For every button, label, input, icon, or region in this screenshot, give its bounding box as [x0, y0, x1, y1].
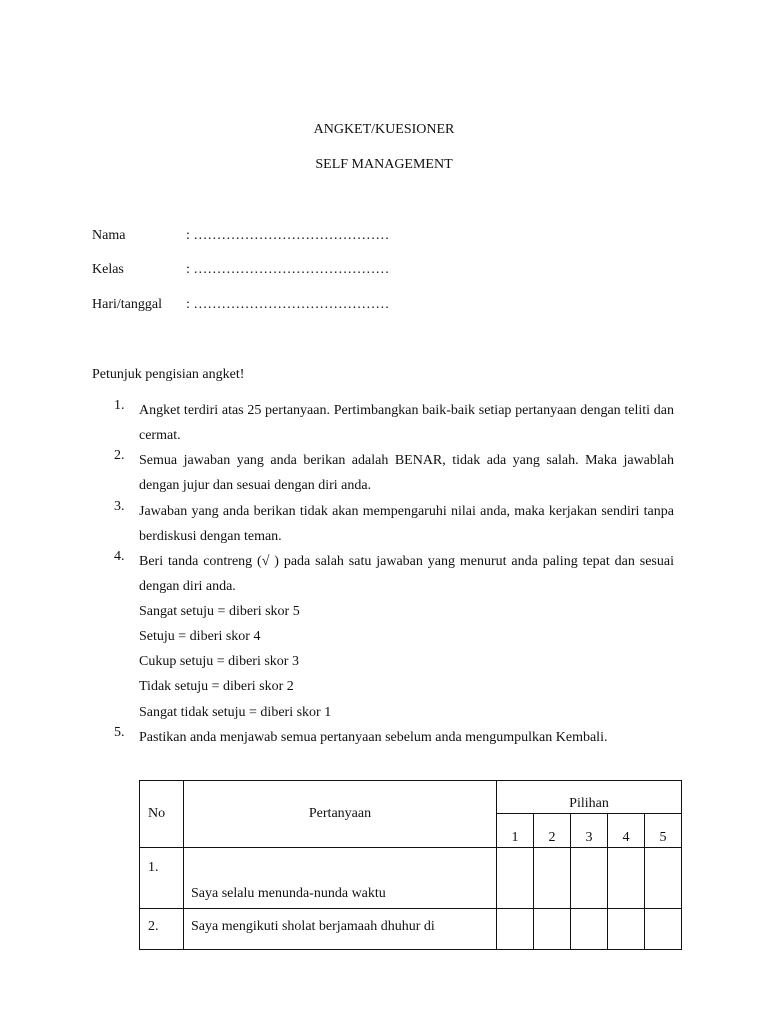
instruction-text: Angket terdiri atas 25 pertanyaan. Pertimbangkan baik-baik setiap pertanyaan dengan teliti dan cermat. — [139, 403, 674, 443]
score-scale-item: Sangat setuju = diberi skor 5 — [139, 604, 300, 619]
answer-cell-2[interactable] — [534, 848, 571, 909]
choice-header-3: 3 — [571, 814, 608, 848]
field-hari-tanggal-label: Hari/tanggal — [92, 297, 162, 312]
header-question: Pertanyaan — [184, 781, 497, 848]
field-nama-blank: : …………………………………… — [186, 228, 390, 243]
score-scale-item: Setuju = diberi skor 4 — [139, 629, 261, 644]
answer-cell-5[interactable] — [645, 909, 682, 950]
field-kelas-blank: : …………………………………… — [186, 262, 390, 277]
row-number: 2. — [140, 909, 184, 950]
field-hari-tanggal-blank: : …………………………………… — [186, 297, 390, 312]
table-row — [140, 848, 682, 909]
row-question: Saya selalu menunda-nunda waktu — [184, 848, 497, 909]
field-nama-label: Nama — [92, 228, 126, 243]
instruction-number: 2. — [114, 448, 125, 463]
instruction-text: Pastikan anda menjawab semua pertanyaan sebelum anda mengumpulkan Kembali. — [139, 730, 608, 745]
header-no: No — [140, 781, 184, 848]
score-scale-item: Sangat tidak setuju = diberi skor 1 — [139, 705, 332, 720]
instruction-number: 3. — [114, 499, 125, 514]
instruction-text: Semua jawaban yang anda berikan adalah BENAR, tidak ada yang salah. Maka jawablah dengan jujur dan sesuai dengan diri anda. — [139, 453, 674, 493]
choice-header-2: 2 — [534, 814, 571, 848]
answer-cell-2[interactable] — [534, 909, 571, 950]
answer-cell-3[interactable] — [571, 848, 608, 909]
choice-header-1: 1 — [497, 814, 534, 848]
document-subtitle: SELF MANAGEMENT — [315, 157, 453, 172]
row-question: Saya mengikuti sholat berjamaah dhuhur di — [184, 909, 497, 950]
instruction-text: Beri tanda contreng (√ ) pada salah satu jawaban yang menurut anda paling tepat dan sesuai dengan diri anda. — [139, 554, 674, 594]
header-choices: Pilihan — [497, 781, 682, 814]
instruction-number: 1. — [114, 398, 125, 413]
answer-cell-3[interactable] — [571, 909, 608, 950]
instruction-text: Jawaban yang anda berikan tidak akan mempengaruhi nilai anda, maka kerjakan sendiri tanpa berdiskusi dengan teman. — [139, 504, 674, 544]
choice-header-5: 5 — [645, 814, 682, 848]
instructions-heading: Petunjuk pengisian angket! — [92, 367, 245, 382]
answer-cell-1[interactable] — [497, 909, 534, 950]
score-scale-item: Cukup setuju = diberi skor 3 — [139, 654, 299, 669]
answer-cell-5[interactable] — [645, 848, 682, 909]
instruction-number: 5. — [114, 725, 125, 740]
answer-cell-4[interactable] — [608, 909, 645, 950]
field-kelas-label: Kelas — [92, 262, 124, 277]
choice-header-4: 4 — [608, 814, 645, 848]
answer-cell-4[interactable] — [608, 848, 645, 909]
questionnaire-table — [139, 780, 682, 950]
table-row — [140, 909, 682, 950]
row-number: 1. — [140, 848, 184, 909]
document-title: ANGKET/KUESIONER — [313, 122, 455, 137]
instruction-number: 4. — [114, 549, 125, 564]
score-scale-item: Tidak setuju = diberi skor 2 — [139, 679, 294, 694]
answer-cell-1[interactable] — [497, 848, 534, 909]
